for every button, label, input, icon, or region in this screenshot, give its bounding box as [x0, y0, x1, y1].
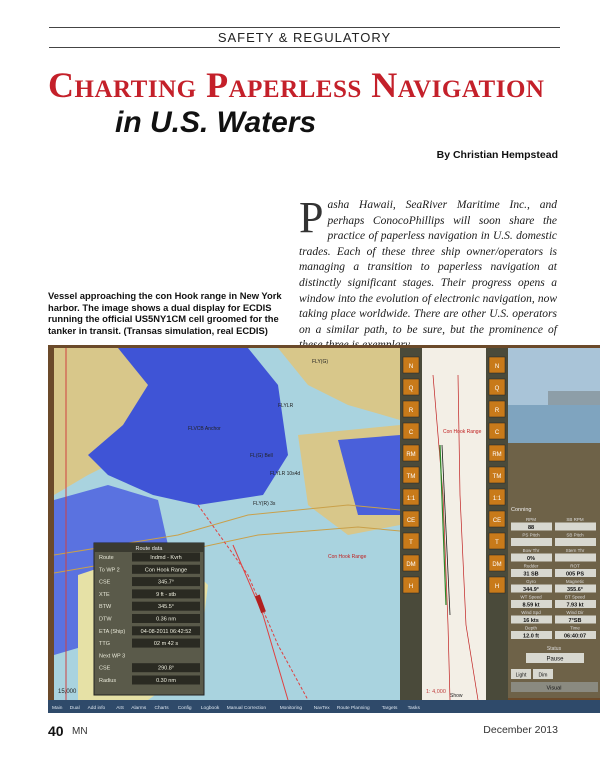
- toolbar-button[interactable]: [489, 555, 505, 571]
- route-row-value: 290.8°: [158, 665, 174, 672]
- menu-item[interactable]: Monitoring: [279, 706, 303, 711]
- svg-text:FLY(R) 3s: FLY(R) 3s: [253, 501, 276, 507]
- menu-item[interactable]: NavTex: [313, 706, 330, 711]
- toolbar-button-label: N: [408, 364, 414, 370]
- byline: By Christian Hempstead: [436, 149, 558, 161]
- toolbar-button[interactable]: [489, 489, 505, 505]
- menu-item[interactable]: Logbook: [200, 706, 220, 711]
- route-row-label: CSE: [99, 665, 111, 672]
- toolbar-button-label: DM: [406, 562, 416, 568]
- toolbar-button[interactable]: [489, 357, 505, 373]
- toolbar-button-label: DM: [492, 562, 502, 568]
- range-label: Con Hook Range: [443, 429, 482, 435]
- toolbar-button[interactable]: [403, 467, 419, 483]
- conning-label: WT Speed: [520, 594, 542, 600]
- conning-label: Depth: [524, 625, 538, 631]
- route-row-label: XTE: [99, 591, 110, 598]
- toolbar-button-label: CE: [406, 518, 416, 524]
- conning-value: 344.9°: [523, 587, 539, 593]
- toolbar-button-label: Q: [408, 386, 414, 392]
- toolbar-button[interactable]: [403, 357, 419, 373]
- menu-item[interactable]: Config: [177, 706, 192, 711]
- dim-button: Dim: [538, 672, 548, 679]
- conning-panel: [508, 348, 600, 698]
- toolbar-button-label: H: [494, 584, 500, 590]
- conning-label: PS Pitch: [522, 532, 540, 538]
- section-title: SAFETY & REGULATORY: [217, 30, 392, 45]
- conning-value: 88: [527, 525, 535, 531]
- toolbar-button[interactable]: [403, 379, 419, 395]
- toolbar-button[interactable]: [489, 511, 505, 527]
- menu-item[interactable]: Manual Correction: [226, 706, 267, 711]
- visual-button: Visual: [546, 685, 562, 692]
- toolbar-button-label: R: [494, 408, 500, 414]
- conning-value-box: [555, 554, 596, 562]
- route-row-value: Con Hook Range: [144, 567, 188, 574]
- toolbar-button-label: 1:1: [492, 496, 502, 502]
- route-row-value: 0.30 nm: [156, 678, 176, 684]
- menu-item[interactable]: Dual: [69, 706, 80, 711]
- toolbar-button-label: T: [495, 540, 499, 546]
- svg-text:FLY(G): FLY(G): [312, 359, 329, 365]
- svg-text:FLYLR 10s4d: FLYLR 10s4d: [270, 471, 301, 477]
- toolbar-button[interactable]: [403, 401, 419, 417]
- menu-item[interactable]: Targets: [381, 706, 398, 711]
- magazine-name: MN: [72, 726, 88, 737]
- conning-label: Gyro: [526, 579, 536, 584]
- route-row-label: BTW: [99, 604, 112, 611]
- route-data-panel: [94, 543, 204, 695]
- conning-label: Wind Dir: [566, 610, 584, 615]
- route-row-label: DTW: [99, 616, 112, 623]
- toolbar-button[interactable]: [403, 533, 419, 549]
- conning-value-box: [555, 523, 596, 531]
- route-row-label: Radius: [99, 678, 117, 684]
- route-row-value: Indmd - Kvrh: [150, 555, 182, 561]
- lead-paragraph: [299, 193, 557, 354]
- toolbar-button-label: 1:1: [406, 496, 416, 502]
- conning-label: Wind Spd: [521, 610, 541, 615]
- toolbar-button[interactable]: [489, 401, 505, 417]
- article-title: Charting Paperless Navigation: [48, 65, 545, 105]
- status-value: Pause: [546, 656, 564, 663]
- svg-text:FL(G) Bell: FL(G) Bell: [250, 453, 273, 459]
- toolbar-button[interactable]: [403, 445, 419, 461]
- conning-value-box: [555, 538, 596, 546]
- route-row-label: ETA (Ship): [99, 628, 126, 635]
- toolbar-button[interactable]: [403, 489, 419, 505]
- left-scale: 15,000: [58, 689, 77, 695]
- svg-text:Con Hook Range: Con Hook Range: [328, 554, 367, 560]
- route-row-label: Route: [99, 555, 114, 561]
- show-label: Show: [450, 693, 463, 699]
- route-panel-title: Route data: [135, 546, 163, 552]
- menu-item[interactable]: Charts: [154, 706, 169, 711]
- toolbar-button[interactable]: [403, 423, 419, 439]
- article-subtitle: in U.S. Waters: [115, 106, 317, 139]
- menu-item[interactable]: Route Planning: [336, 706, 370, 711]
- conning-label: SB RPM: [566, 517, 584, 522]
- menu-item[interactable]: Tasks: [407, 706, 420, 711]
- conning-value: 355.6°: [567, 587, 583, 593]
- side-toolbar: [403, 357, 419, 593]
- route-row-value: 04-08-2011 06:42:52: [140, 628, 192, 635]
- toolbar-button-label: N: [494, 364, 500, 370]
- toolbar-button[interactable]: [489, 423, 505, 439]
- conning-label: SB Pitch: [566, 532, 584, 538]
- toolbar-button-label: T: [409, 540, 413, 546]
- section-header: [49, 27, 560, 48]
- toolbar-button-label: H: [408, 584, 414, 590]
- toolbar-button[interactable]: [403, 511, 419, 527]
- toolbar-button-label: R: [408, 408, 414, 414]
- drop-cap: P: [299, 193, 324, 242]
- conning-value: 8.59 kt: [522, 602, 540, 609]
- conning-label: Magnetic: [565, 579, 585, 584]
- conning-value: 005 PS: [565, 571, 585, 578]
- conning-value: 16 kts: [523, 618, 539, 624]
- issue-date: December 2013: [483, 724, 558, 736]
- route-row-label: Next WP 3: [99, 653, 126, 660]
- toolbar-button-label: TM: [492, 474, 502, 480]
- conning-value: 31 SB: [523, 571, 539, 578]
- route-row-value: 345.7°: [158, 579, 174, 586]
- lead-text: asha Hawaii, SeaRiver Maritime Inc., and perhaps ConocoPhillips will soon share the practice of paperless navigation in U.S. domestic trades. Each of these three ship owner/operators is managing a transition to paperless navigation at distinctly significant stages. Their progress opens a window into the evolution of electronic navigation, now taking place worldwide. There are other U.S. operators on a similar path, to be sure, but the prominence of: [299, 199, 557, 336]
- conning-value-box: [511, 538, 552, 546]
- toolbar-button-label: CE: [492, 518, 502, 524]
- route-row-label: To WP 2: [99, 567, 120, 574]
- conning-value: 12.0 ft: [523, 633, 539, 640]
- right-scale: 1: 4,000: [426, 689, 446, 695]
- toolbar-button-label: RM: [492, 452, 502, 458]
- route-row-label: TTG: [99, 641, 110, 648]
- toolbar-button-label: RM: [406, 452, 416, 458]
- toolbar-button[interactable]: [489, 445, 505, 461]
- conning-title: Conning: [511, 507, 532, 513]
- toolbar-button-label: C: [494, 430, 500, 436]
- conning-value: 06:40:07: [563, 633, 587, 640]
- conning-label: ROT: [570, 563, 580, 569]
- route-row-label: CSE: [99, 579, 111, 586]
- toolbar-button-label: Q: [494, 386, 500, 392]
- conning-value: 0%: [527, 556, 535, 562]
- menu-item[interactable]: Main: [52, 706, 63, 711]
- conning-label: Rudder: [523, 563, 539, 569]
- figure-caption: Vessel approaching the con Hook range in New York harbor. The image shows a dual display for ECDIS running the official US5NY1CM cell groomed for the tanker in transit. (Transas simulation, real ECDIS): [48, 290, 282, 336]
- menu-item[interactable]: AIS: [116, 706, 124, 711]
- status-label: Status: [546, 646, 562, 652]
- toolbar-button-label: C: [408, 430, 414, 436]
- conning-label: RPM: [526, 517, 536, 522]
- conning-label: Bow Thr: [522, 548, 540, 553]
- conning-label: Time: [570, 625, 580, 631]
- svg-text:FLYLR: FLYLR: [278, 403, 294, 409]
- conning-value: 7.93 kt: [566, 602, 584, 609]
- ecdis-screenshot: [48, 345, 600, 713]
- toolbar-button[interactable]: [489, 379, 505, 395]
- route-row-value: 345.5°: [158, 604, 174, 611]
- route-row-value: 02 m 42 s: [153, 641, 179, 648]
- menu-item[interactable]: Alarms: [131, 706, 147, 711]
- toolbar-button-label: TM: [406, 474, 416, 480]
- toolbar-button[interactable]: [403, 577, 419, 593]
- toolbar-button[interactable]: [489, 467, 505, 483]
- light-button: Light: [515, 672, 527, 679]
- toolbar-button[interactable]: [403, 555, 419, 571]
- right-chart-panel: [422, 348, 486, 700]
- svg-text:FLVCB Anchor: FLVCB Anchor: [188, 426, 221, 432]
- conning-value: 7°SB: [568, 618, 582, 624]
- conning-label: BT Speed: [565, 594, 585, 600]
- menu-item[interactable]: Add info: [87, 706, 106, 711]
- toolbar-button[interactable]: [489, 577, 505, 593]
- page-number: 40: [48, 723, 64, 739]
- route-row-value: 9 ft - stb: [156, 591, 176, 598]
- toolbar-button[interactable]: [489, 533, 505, 549]
- route-row-value: 0.36 nm: [156, 616, 176, 623]
- conning-label: Stern Thr: [565, 548, 585, 553]
